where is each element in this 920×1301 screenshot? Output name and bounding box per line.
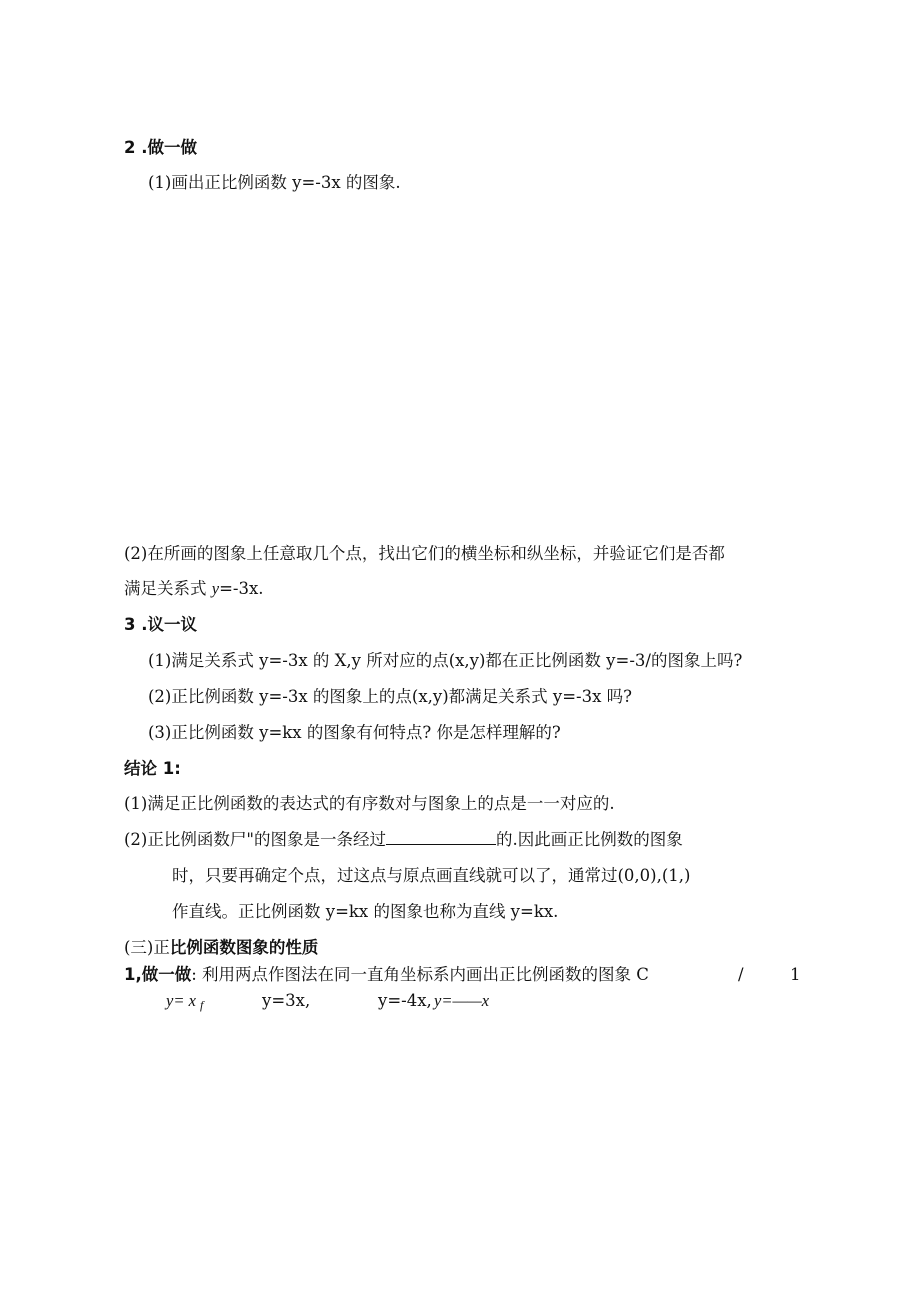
conclusion-item-2 — [124, 830, 683, 850]
part-3-title: 比例函数图象的性质 — [169, 938, 319, 957]
section-3-question-3: (3)正比例函数 y=kx 的图象有何特点? 你是怎样理解的? — [148, 723, 561, 742]
part-3-heading — [124, 938, 318, 958]
conclusion-item-2-line-3: 作直线。正比例函数 y=kx 的图象也称为直线 y=kx. — [172, 902, 559, 921]
formula-1-main: y= x — [166, 991, 196, 1010]
conclusion-item-2-line-2: 时，只要再确定个点，过这点与原点画直线就可以了，通常过(0,0),(1,) — [172, 866, 691, 885]
q2-italic-y: y — [211, 579, 220, 598]
section-2-question-1: (1)画出正比例函数 y=-3x 的图象. — [148, 173, 401, 192]
q2-formula: =-3x. — [219, 579, 264, 598]
exercise-1-text: : 利用两点作图法在同一直角坐标系内画出正比例函数的图象 C — [191, 965, 649, 984]
exercise-1 — [124, 965, 649, 985]
fill-in-blank — [386, 830, 496, 845]
section-2-question-2-line-2 — [124, 579, 264, 599]
section-2-heading: 2 .做一做 — [124, 138, 197, 157]
formula-1 — [166, 991, 203, 1015]
formula-1-sub: f — [200, 998, 204, 1012]
formula-3: y=-4x, — [378, 991, 432, 1010]
conclusion-heading: 结论 1: — [124, 759, 181, 778]
exercise-1-slash: / — [738, 965, 744, 984]
section-2-question-2-line-1: (2)在所画的图象上任意取几个点，找出它们的横坐标和纵坐标，并验证它们是否都 — [124, 544, 725, 563]
section-3-question-2: (2)正比例函数 y=-3x 的图象上的点(x,y)都满足关系式 y=-3x 吗? — [148, 687, 632, 706]
q2-text: 满足关系式 — [124, 579, 212, 598]
conclusion-item-1: (1)满足正比例函数的表达式的有序数对与图象上的点是一一对应的. — [124, 794, 615, 813]
part-3-prefix: (三)正 — [124, 938, 170, 957]
exercise-1-one: 1 — [790, 965, 801, 984]
formula-4: y=——x — [434, 991, 490, 1010]
formula-2: y=3x, — [262, 991, 311, 1010]
conclusion-2-post: 的.因此画正比例数的图象 — [495, 830, 683, 849]
exercise-1-label: 1,做一做 — [124, 965, 192, 984]
conclusion-2-pre: (2)正比例函数尸"的图象是一条经过 — [124, 830, 386, 849]
section-3-heading: 3 .议一议 — [124, 615, 197, 634]
section-3-question-1: (1)满足关系式 y=-3x 的 X,y 所对应的点(x,y)都在正比例函数 y=-3/的图象上吗? — [148, 651, 743, 670]
